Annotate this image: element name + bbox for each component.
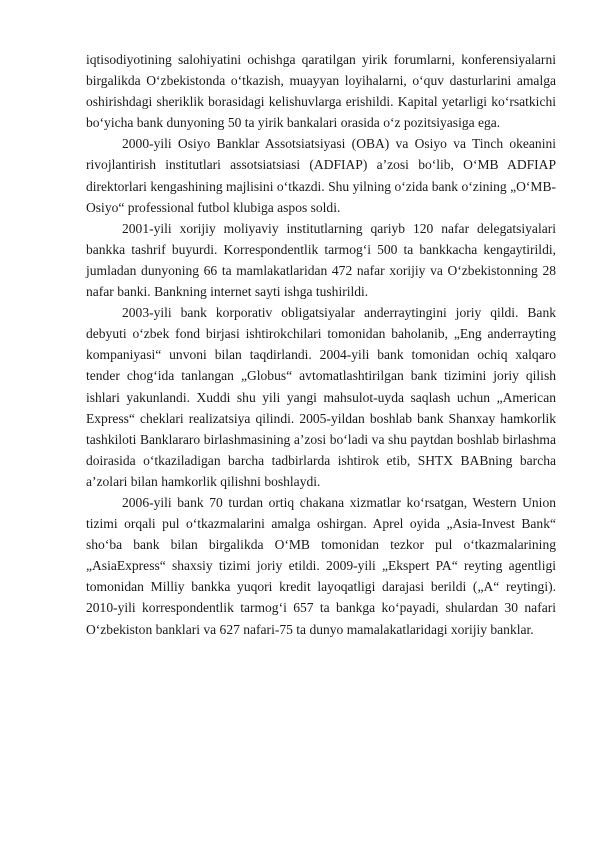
paragraph-1: iqtisodiyotining salohiyatini ochishga qaratilgan yirik forumlarni, konferensiyalarni birgalikda O‘zbekistonda o‘tkazish, muayyan loyihalarni, o‘quv dasturlarini amalga oshirishdagi sheriklik borasidagi kelishuvlarga erishildi. Kapital yetarligi ko‘rsatkichi bo‘yicha bank dunyoning 50 ta yirik bankalari orasida o‘z pozitsiyasiga ega. <box>86 52 556 131</box>
document-page <box>86 49 556 640</box>
paragraph-5: 2006-yili bank 70 turdan ortiq chakana xizmatlar ko‘rsatgan, Western Union tizimi orqali pul o‘tkazmalarini amalga oshirgan. Aprel oyida „Asia-Invest Bank“ sho‘ba bank bilan birgalikda O‘MB tomonidan tezkor pul o‘tkazmalarining „AsiaExpress“ shaxsiy tizimi joriy etildi. 2009-yili „Ekspert PA“ reyting agentligi tomonidan Milliy bankka yuqori kredit layoqatligi darajasi berildi („A“ reytingi). 2010-yili korrespondentlik tarmog‘i 657 ta bankga ko‘payadi, shulardan 30 nafari O‘zbekiston banklari va 627 nafari-75 ta dunyo mamalakatlaridagi xorijiy banklar. <box>86 494 556 637</box>
paragraph-2: 2000-yili Osiyo Banklar Assotsiatsiyasi (OBA) va Osiyo va Tinch okeanini rivojlantirish institutlari assotsiatsiasi (ADFIAP) a’zosi bo‘lib, O‘MB ADFIAP direktorlari kengashining majlisini o‘tkazdi. Shu yilning o‘zida bank o‘zining „O‘MB-Osiyo“ professional futbol klubiga aspos soldi. <box>86 136 556 215</box>
paragraph-4: 2003-yili bank korporativ obligatsiyalar anderraytingini joriy qildi. Bank debyuti o‘zbek fond birjasi ishtirokchilari tomonidan baholanib, „Eng anderrayting kompaniyasi“ unvoni bilan taqdirlandi. 2004-yili bank tomonidan ochiq xalqaro tender chog‘ida tanlangan „Globus“ avtomatlashtirilgan bank tizimini joriy qilish ishlari yakunlandi. Xuddi shu yili yangi mahsulot-uyda saqlash uchun „American Express“ cheklari realizatsiya qilindi. 2005-yildan boshlab bank Shanxay hamkorlik tashkiloti Banklararo birlashmasining a’zosi bo‘ladi va shu paytdan boshlab birlashma doirasida o‘tkaziladigan barcha tadbirlarda ishtirok etib, SHTX BABning barcha a’zolari bilan hamkorlik qilishni boshlaydi. <box>86 305 556 489</box>
paragraph-3: 2001-yili xorijiy moliyaviy institutlarning qariyb 120 nafar delegatsiyalari bankka tashrif buyurdi. Korrespondentlik tarmog‘i 500 ta bankkacha kengaytirildi, jumladan dunyoning 66 ta mamlakatlaridan 472 nafar xorijiy va O‘zbekistonning 28 nafar banki. Bankning internet sayti ishga tushirildi. <box>86 220 556 300</box>
